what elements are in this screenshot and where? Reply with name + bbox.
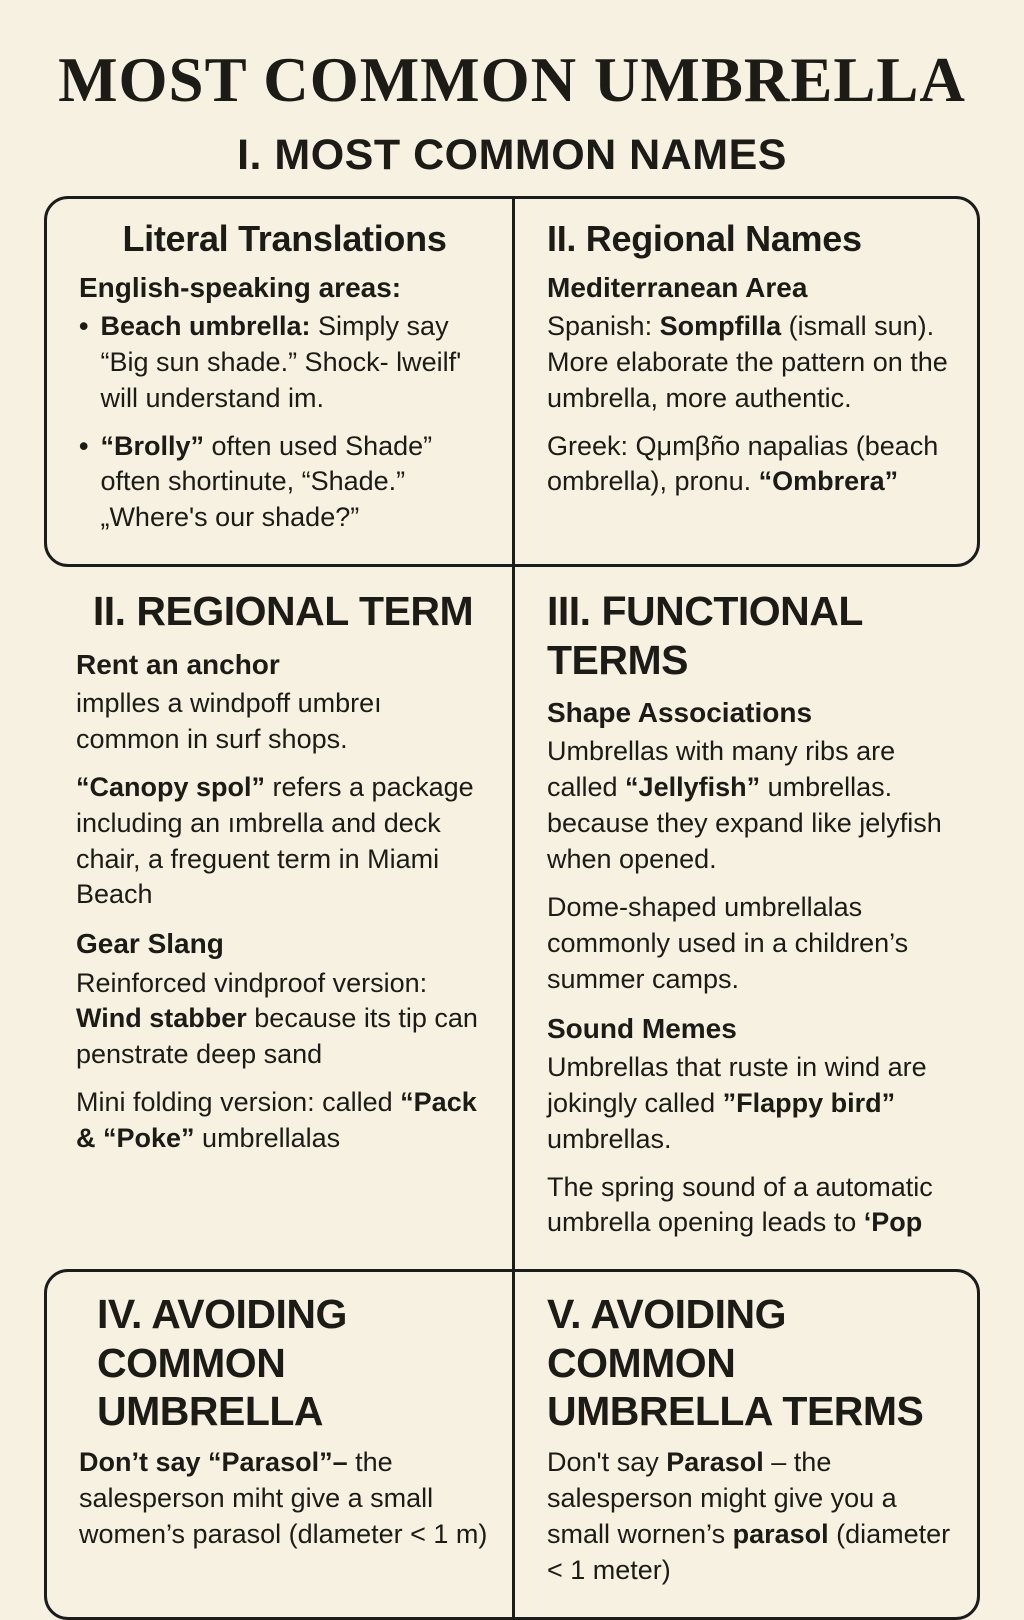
paragraph bbox=[79, 1445, 490, 1553]
functional-terms-cell bbox=[512, 567, 980, 1269]
literal-translations-heading: Literal Translations bbox=[122, 218, 447, 259]
regional-term-body bbox=[76, 646, 490, 1157]
subheading bbox=[547, 1010, 958, 1047]
functional-terms-body bbox=[547, 694, 958, 1241]
literal-translations-body bbox=[79, 269, 490, 537]
paragraph bbox=[76, 686, 490, 758]
text-runs: Reinforced vindproof version: Wind stabber because its tip can penstrate deep sand bbox=[76, 967, 478, 1070]
middle-section bbox=[44, 567, 980, 1269]
paragraph bbox=[76, 966, 490, 1074]
paragraph bbox=[547, 1050, 958, 1158]
bullet-item bbox=[79, 309, 490, 417]
avoiding-umbrella-terms-cell bbox=[512, 1272, 977, 1617]
paragraph bbox=[547, 1445, 955, 1589]
text-runs: Shape Associations bbox=[547, 697, 813, 729]
subheading bbox=[547, 694, 958, 731]
top-panel bbox=[44, 196, 980, 567]
text-runs: “Brolly” often used Shade” often shortinute, “Shade.” „Where's our shade?” bbox=[100, 430, 433, 533]
text-runs: Gear Slang bbox=[76, 928, 224, 960]
text-runs: Beach umbrella: Simply say “Big sun shade.” Shock- lweilf' will understand im. bbox=[100, 310, 462, 413]
text-runs: Sound Memes bbox=[547, 1012, 737, 1044]
paragraph bbox=[76, 1085, 490, 1157]
text-runs: Dome-shaped umbrellalas commonly used in a children’s summer camps. bbox=[547, 891, 909, 994]
paragraph bbox=[547, 1170, 958, 1242]
avoiding-common-umbrella-body bbox=[79, 1445, 490, 1553]
regional-names-cell bbox=[512, 199, 977, 564]
text-runs: Spanish: Sompfilla (ismall sun). More elaborate the pattern on the umbrella, more authentic. bbox=[547, 310, 948, 413]
paragraph bbox=[547, 734, 958, 878]
text-runs: Greek: Qμmβño napalias (beach ombrella), pronu. “Ombrera” bbox=[547, 430, 939, 497]
avoiding-umbrella-terms-heading: V. AVOIDING COMMON UMBRELLA TERMS bbox=[547, 1291, 924, 1435]
text-runs: implles a windpoff umbreı common in surf shops. bbox=[76, 687, 382, 754]
regional-names-body bbox=[547, 269, 955, 501]
paragraph bbox=[547, 429, 955, 501]
avoiding-common-umbrella-heading: IV. AVOIDING COMMON UMBRELLA bbox=[97, 1291, 347, 1435]
paragraph bbox=[547, 309, 955, 417]
text-runs: “Canopy spol” refers a package including an ımbrella and deck chair, a freguent term in Miami Beach bbox=[76, 771, 474, 910]
functional-terms-heading: III. FUNCTIONAL TERMS bbox=[547, 588, 863, 683]
text-runs: Umbrellas with many ribs are called “Jellyfish” umbrellas. because they expand like jelyfish when opened. bbox=[547, 736, 942, 874]
regional-term-heading: II. REGIONAL TERM bbox=[92, 588, 474, 635]
regional-names-heading: II. Regional Names bbox=[547, 218, 862, 259]
bullet-icon: • bbox=[79, 430, 89, 461]
subheading bbox=[547, 269, 955, 306]
literal-translations-cell bbox=[47, 199, 512, 564]
paragraph bbox=[547, 890, 958, 998]
subheading bbox=[79, 269, 490, 306]
bullet-item bbox=[79, 429, 490, 537]
avoiding-common-umbrella-cell bbox=[47, 1272, 512, 1617]
text-runs: English-speaking areas: bbox=[79, 271, 402, 303]
text-runs: Mini folding version: called “Pack & “Poke” umbrellalas bbox=[76, 1087, 477, 1154]
text-runs: The spring sound of a automatic umbrella opening leads to ‘Pop bbox=[547, 1171, 933, 1238]
subheading bbox=[76, 646, 490, 683]
text-runs: Umbrellas that ruste in wind are jokingly called ”Flappy bird” umbrellas. bbox=[547, 1051, 927, 1154]
text-runs: Don't say Parasol – the salesperson might give you a small wornen’s parasol (diameter < 1 meter) bbox=[547, 1447, 951, 1586]
text-runs: Don’t say “Parasol”– the salesperson miht give a small women’s parasol (dlameter < 1 m) bbox=[79, 1447, 488, 1550]
subheading bbox=[76, 925, 490, 962]
bullet-icon: • bbox=[79, 310, 89, 341]
page-title: MOST COMMON UMBRELLA bbox=[58, 45, 966, 115]
regional-term-cell bbox=[44, 567, 512, 1269]
text-runs: Mediterranean Area bbox=[547, 271, 808, 303]
bottom-panel bbox=[44, 1269, 980, 1620]
avoiding-umbrella-terms-body bbox=[547, 1445, 955, 1589]
text-runs: Rent an anchor bbox=[76, 648, 280, 680]
page-subtitle: I. MOST COMMON NAMES bbox=[237, 131, 787, 179]
paragraph bbox=[76, 770, 490, 914]
